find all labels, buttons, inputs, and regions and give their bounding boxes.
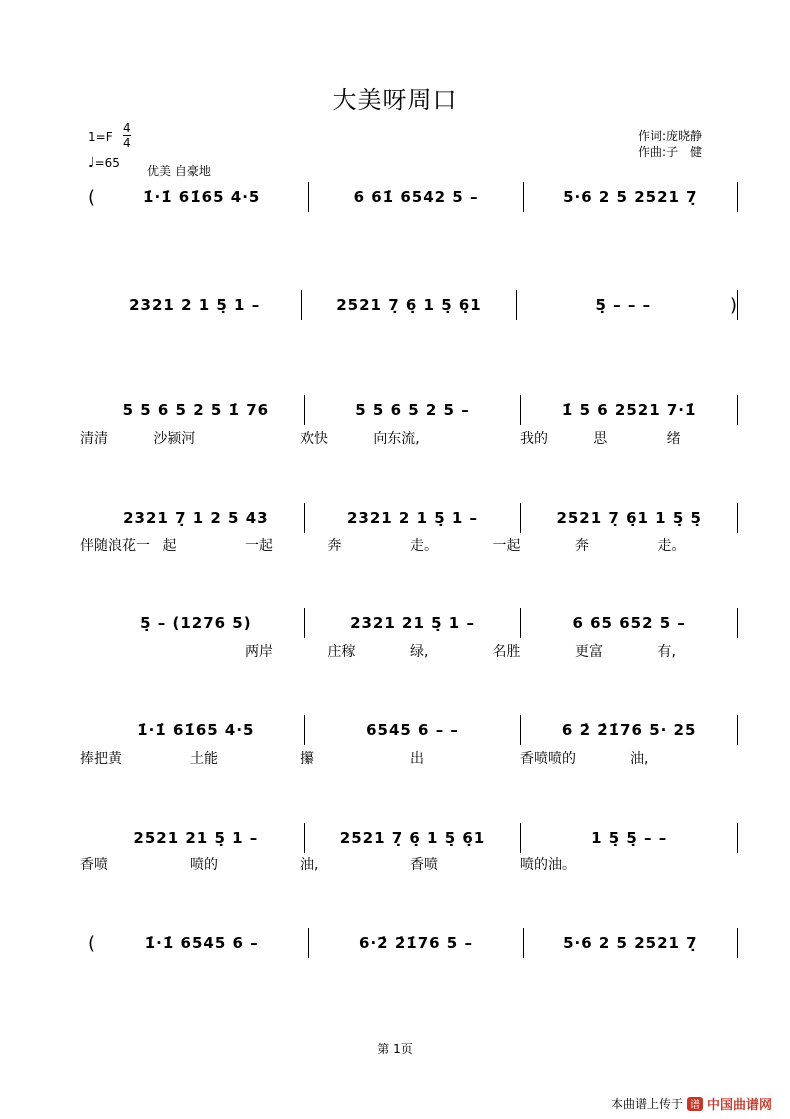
song-title: 大美呀周口	[332, 86, 458, 114]
site-name: 中国曲谱网	[706, 1098, 772, 1113]
measure: 1̇·1̇ 61̇65 4·5	[137, 721, 255, 739]
measure: 6545 6 – –	[366, 721, 459, 739]
lyric-word: 走。	[657, 538, 686, 554]
lyric-word	[163, 641, 246, 661]
lyrics-line	[80, 428, 740, 448]
lyric-word: 攥	[300, 751, 314, 767]
page-number: 第 1页	[377, 1042, 413, 1056]
measure: 1̇ 5 6 2521 7·1̇	[561, 401, 697, 419]
end-bar-line	[737, 182, 738, 212]
expression-marking: 优美 自豪地	[147, 164, 211, 178]
lyric-word	[80, 641, 163, 661]
lyric-word: 香喷喷的	[520, 751, 576, 767]
measure: 6·2̇ 2̇1̇76 5 –	[359, 934, 473, 952]
lyric-word: 思	[593, 431, 608, 447]
lyric-word: 香喷	[410, 857, 438, 873]
measure: 2321 21 5̣ 1 –	[350, 614, 475, 632]
measure: 6 2̇ 2̇1̇76 5· 25	[561, 721, 697, 739]
lyric-word: 捧把黄	[80, 751, 122, 767]
lyric-word: 油,	[300, 857, 319, 873]
quarter-note-icon: ♩	[88, 155, 95, 171]
measure: 1̇·1̇ 6545 6 –	[144, 934, 259, 952]
staff-line	[88, 611, 738, 635]
measure: 6 65 652 5 –	[572, 614, 686, 632]
lyric-word	[447, 428, 520, 448]
staff-line	[88, 506, 738, 530]
lyric-word: 名胜	[492, 644, 521, 660]
measure: 6 61̇ 6542 5 –	[353, 188, 479, 206]
lyrics-line	[80, 854, 740, 874]
end-bar-line	[737, 715, 738, 745]
measure: 2521 21 5̣ 1 –	[133, 829, 259, 847]
lyric-word: 绿,	[410, 644, 429, 660]
measure: 5̣ – (1276 5)	[140, 614, 252, 632]
lyric-word: 奔	[327, 538, 342, 554]
lyric-word	[227, 428, 300, 448]
measure: 2521 7̣ 6̣ 1 5̣ 6̣1	[336, 296, 482, 314]
time-signature	[123, 121, 131, 150]
end-bar-line	[737, 503, 738, 533]
lyric-word: 两岸	[245, 644, 273, 660]
tempo-value: =65	[94, 156, 120, 170]
lyric-word: 香喷	[80, 857, 108, 873]
lyric-word: 伴随浪花一	[80, 538, 150, 554]
lyric-word: 绪	[666, 431, 681, 447]
lyric-word: 清清	[80, 431, 108, 447]
measure: 2321 2 1 5̣ 1 –	[346, 509, 479, 527]
staff-line	[88, 398, 738, 422]
measure: 1̇·1̇ 61̇65 4·5	[143, 188, 261, 206]
lyrics-line	[80, 748, 740, 768]
time-signature-top: 4	[123, 121, 131, 135]
lyric-word: 走。	[410, 538, 438, 554]
staff-line	[88, 293, 738, 317]
lyrics-line	[80, 535, 740, 555]
lyric-word: 一起	[245, 538, 273, 554]
lyric-word: 出	[410, 751, 424, 767]
lyric-word: 更富	[575, 644, 603, 660]
time-signature-bottom: 4	[123, 136, 131, 150]
measure: 2521 7̣ 6̣1 1 5̣ 5̣	[556, 509, 702, 527]
close-paren: )	[729, 294, 738, 316]
lyric-word: 起	[162, 538, 177, 554]
composer: 作曲:子 健	[638, 145, 703, 159]
measure: 5 5 6 5 2 5 1̇ 76	[122, 401, 270, 419]
end-bar-line	[737, 290, 738, 320]
end-bar-line	[737, 823, 738, 853]
measure: 1 5̣ 5̣ – –	[591, 829, 668, 847]
measure: 5·6 2 5 2521 7̣	[563, 934, 698, 952]
measure: 2321 7̣ 1 2 5 43	[123, 509, 269, 527]
lyric-word: 油,	[630, 751, 649, 767]
lyric-word: 我的	[519, 431, 548, 447]
lyric-word: 土能	[190, 751, 218, 767]
lyric-word: 有,	[657, 644, 676, 660]
measure: 5̣ – – –	[595, 296, 652, 314]
lyrics-line	[80, 641, 740, 661]
end-bar-line	[737, 608, 738, 638]
staff-line	[88, 185, 738, 209]
staff-line	[88, 718, 738, 742]
lyric-word: 沙颍河	[153, 431, 196, 447]
lyric-word: 喷的	[190, 857, 218, 873]
lyric-word: 一起	[492, 538, 521, 554]
site-logo-icon: 谱	[687, 1097, 703, 1111]
measure: 5 5 6 5 2 5 –	[355, 401, 470, 419]
end-bar-line	[737, 928, 738, 958]
measure: 2521 7̣ 6̣ 1 5̣ 6̣1	[339, 829, 486, 847]
credits	[638, 128, 702, 160]
measure: 2321 2 1 5̣ 1 –	[129, 296, 261, 314]
staff-line	[88, 826, 738, 850]
open-paren: (	[88, 186, 96, 208]
staff-line	[88, 931, 738, 955]
open-paren: (	[88, 932, 96, 954]
end-bar-line	[737, 395, 738, 425]
lyric-word: 奔	[575, 538, 589, 554]
upload-credit	[611, 1094, 772, 1113]
lyric-word: 欢快	[299, 431, 328, 447]
key-signature: 1=F	[88, 130, 113, 144]
lyric-word	[630, 854, 740, 874]
measure: 5·6 2 5 2521 7̣	[563, 188, 698, 206]
lyric-word: 向东流,	[373, 431, 420, 447]
tempo-marking	[88, 155, 120, 171]
lyric-word: 庄稼	[327, 644, 356, 660]
lyric-word: 喷的油。	[520, 857, 576, 873]
upload-text: 本曲谱上传于	[610, 1097, 683, 1111]
lyricist: 作词:庞晓静	[638, 129, 703, 143]
